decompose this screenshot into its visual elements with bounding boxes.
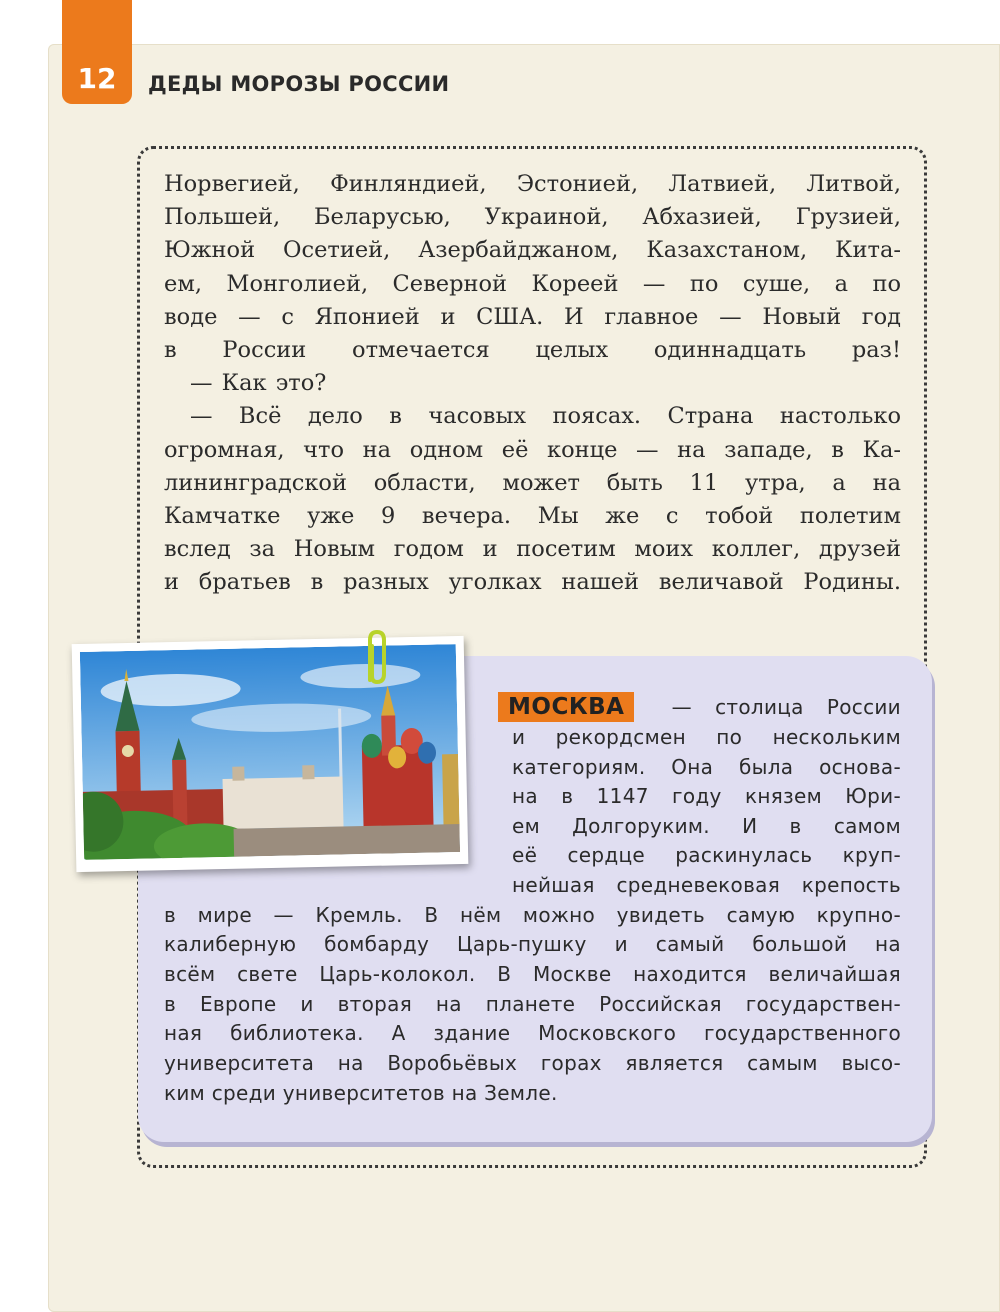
info-line: калиберную бомбарду Царь-пушку и самый большой на xyxy=(164,932,901,956)
info-line: на в 1147 году князем Юри- xyxy=(512,784,901,808)
text-line: Норвегией, Финляндией, Эстонией, Латвией, Литвой, xyxy=(164,171,901,197)
text-line: Польшей, Беларусью, Украиной, Абхазией, Грузией, xyxy=(164,204,901,231)
info-line: ем Долгоруким. И в самом xyxy=(512,814,901,838)
page-number: 12 xyxy=(77,62,117,95)
text-line: воде — с Японией и США. И главное — Новый год xyxy=(164,303,901,330)
info-first-line xyxy=(498,693,901,723)
text-line: вслед за Новым годом и посетим моих коллег, друзей xyxy=(164,536,901,563)
info-line: ким среди университетов на Земле. xyxy=(164,1081,558,1105)
info-line: её сердце раскинулась круп- xyxy=(512,843,901,867)
info-line: ная библиотека. А здание Московского государственного xyxy=(164,1021,901,1045)
main-text xyxy=(164,168,901,599)
text-line: ем, Монголией, Северной Кореей — по суше, а по xyxy=(164,270,901,297)
moscow-photo-image xyxy=(80,644,460,860)
chapter-title: ДЕДЫ МОРОЗЫ РОССИИ xyxy=(148,72,450,96)
info-line: всём свете Царь-колокол. В Москве находится величайшая xyxy=(164,962,901,986)
info-line: нейшая средневековая крепость xyxy=(512,873,901,897)
info-line: в мире — Кремль. В нём можно увидеть самую крупно- xyxy=(164,903,901,927)
moscow-highlight: МОСКВА xyxy=(498,692,634,722)
info-first-line-rest: — столица России xyxy=(671,695,901,719)
info-line: университета на Воробьёвых горах является самым высо- xyxy=(164,1051,901,1075)
text-line: в России отмечается целых одиннадцать раз! xyxy=(164,336,901,363)
text-line: Камчатке уже 9 вечера. Мы же с тобой полетим xyxy=(164,502,901,529)
text-line: Южной Осетией, Азербайджаном, Казахстаном, Кита- xyxy=(164,237,901,264)
info-line: категориям. Она была основа- xyxy=(512,755,901,779)
text-line: лининградской области, может быть 11 утра, а на xyxy=(164,469,901,496)
text-line: огромная, что на одном её конце — на западе, в Ка- xyxy=(164,436,901,463)
moscow-photo xyxy=(72,636,469,872)
dialogue-line: — Как это? xyxy=(190,370,327,397)
info-line: в Европе и вторая на планете Российская государствен- xyxy=(164,992,901,1016)
paperclip-icon xyxy=(360,628,394,688)
info-line: и рекордсмен по нескольким xyxy=(512,725,901,749)
text-line: и братьев в разных уголках нашей величавой Родины. xyxy=(164,569,901,596)
dialogue-line: — Всё дело в часовых поясах. Страна настолько xyxy=(190,403,901,430)
